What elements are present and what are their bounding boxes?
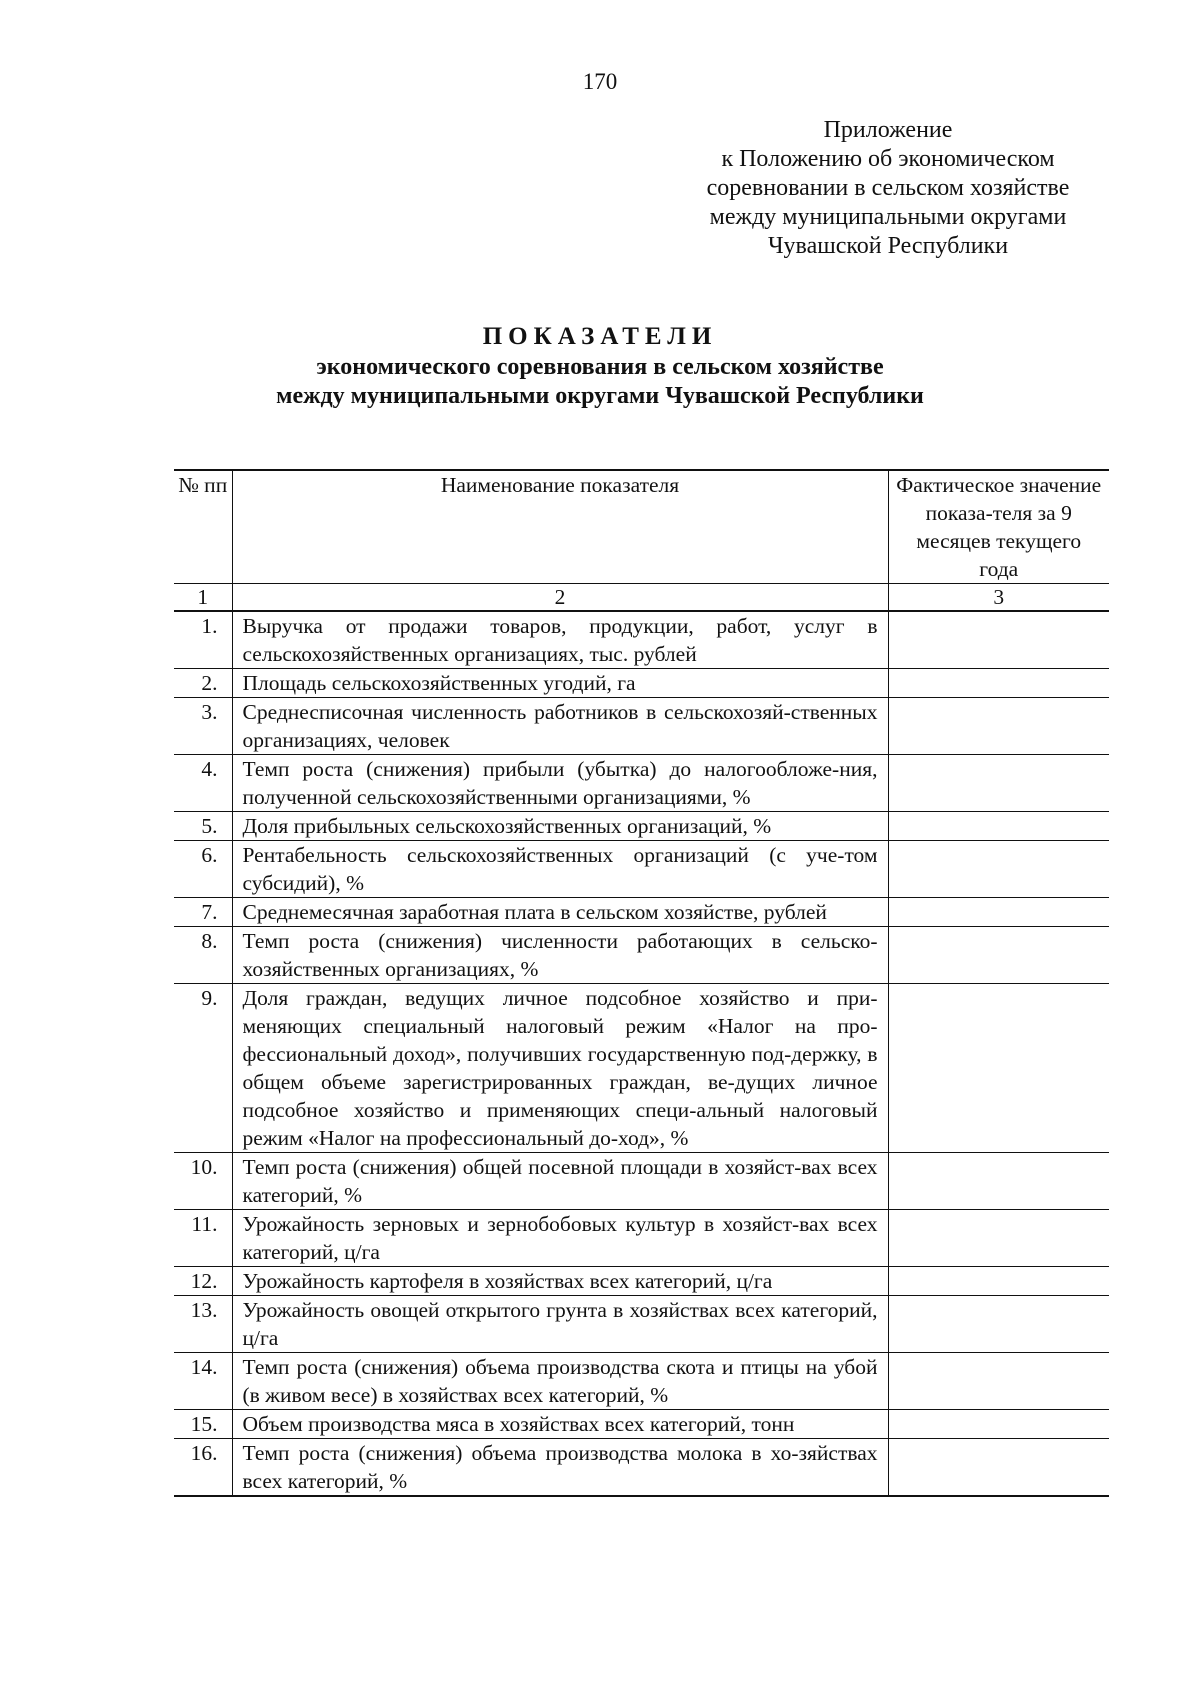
indicator-value xyxy=(888,1210,1109,1267)
row-number: 2. xyxy=(174,669,232,698)
indicator-value xyxy=(888,669,1109,698)
header-name: Наименование показателя xyxy=(232,470,888,584)
table-row xyxy=(174,755,1109,812)
indicator-value xyxy=(888,841,1109,898)
title-main: ПОКАЗАТЕЛИ xyxy=(482,323,718,350)
appendix-line: Приложение xyxy=(823,117,953,143)
table-row xyxy=(174,1439,1109,1497)
table-row xyxy=(174,984,1109,1153)
header-num: № пп xyxy=(174,470,232,584)
indicator-name: Рентабельность сельскохозяйственных организаций (с уче-том субсидий), % xyxy=(232,841,888,898)
indicator-value xyxy=(888,1410,1109,1439)
table-row xyxy=(174,1296,1109,1353)
indicator-name: Объем производства мяса в хозяйствах всех категорий, тонн xyxy=(232,1410,888,1439)
column-number-row xyxy=(174,584,1109,612)
table-row xyxy=(174,812,1109,841)
row-number: 14. xyxy=(174,1353,232,1410)
document-title xyxy=(0,322,1200,411)
table-header-row xyxy=(174,470,1109,584)
indicator-name: Доля граждан, ведущих личное подсобное хозяйство и при-меняющих специальный налоговый режим «Налог на про-фессиональный доход», получивших государственную под-держку, в общем объеме зарегистрированных граждан, ве-дущих личное подсобное хозяйство и применяющих специ-альный налоговый режим «Налог на профессиональный до-ход», % xyxy=(232,984,888,1153)
table-row xyxy=(174,698,1109,755)
indicator-name: Площадь сельскохозяйственных угодий, га xyxy=(232,669,888,698)
indicator-name: Темп роста (снижения) объема производства молока в хо-зяйствах всех категорий, % xyxy=(232,1439,888,1497)
indicator-value xyxy=(888,1267,1109,1296)
page-number: 170 xyxy=(582,69,618,94)
row-number: 13. xyxy=(174,1296,232,1353)
table-row xyxy=(174,1353,1109,1410)
indicator-name: Урожайность овощей открытого грунта в хозяйствах всех категорий, ц/га xyxy=(232,1296,888,1353)
indicator-name: Темп роста (снижения) объема производства скота и птицы на убой (в живом весе) в хозяйствах всех категорий, % xyxy=(232,1353,888,1410)
table-row xyxy=(174,1153,1109,1210)
table-row xyxy=(174,669,1109,698)
table-row xyxy=(174,1410,1109,1439)
column-number: 2 xyxy=(232,584,888,612)
indicator-value xyxy=(888,1353,1109,1410)
indicator-value xyxy=(888,984,1109,1153)
appendix-line: Чувашской Республики xyxy=(767,233,1009,259)
indicator-name: Выручка от продажи товаров, продукции, работ, услуг в сельскохозяйственных организациях, тыс. рублей xyxy=(232,611,888,669)
table-row xyxy=(174,1267,1109,1296)
appendix-header xyxy=(668,116,1108,261)
row-number: 1. xyxy=(174,611,232,669)
row-number: 3. xyxy=(174,698,232,755)
header-value: Фактическое значение показа-теля за 9 месяцев текущего года xyxy=(888,470,1109,584)
row-number: 12. xyxy=(174,1267,232,1296)
row-number: 10. xyxy=(174,1153,232,1210)
indicator-name: Темп роста (снижения) общей посевной площади в хозяйст-вах всех категорий, % xyxy=(232,1153,888,1210)
indicator-value xyxy=(888,1153,1109,1210)
indicator-value xyxy=(888,611,1109,669)
row-number: 7. xyxy=(174,898,232,927)
indicator-name: Среднемесячная заработная плата в сельском хозяйстве, рублей xyxy=(232,898,888,927)
indicator-value xyxy=(888,927,1109,984)
appendix-line: между муниципальными округами xyxy=(709,204,1067,230)
row-number: 11. xyxy=(174,1210,232,1267)
table-row xyxy=(174,927,1109,984)
title-subline: между муниципальными округами Чувашской Республики xyxy=(276,383,924,409)
indicator-name: Доля прибыльных сельскохозяйственных организаций, % xyxy=(232,812,888,841)
indicator-name: Темп роста (снижения) численности работающих в сельско-хозяйственных организациях, % xyxy=(232,927,888,984)
row-number: 4. xyxy=(174,755,232,812)
table-row xyxy=(174,1210,1109,1267)
row-number: 9. xyxy=(174,984,232,1153)
indicator-value xyxy=(888,812,1109,841)
indicator-value xyxy=(888,898,1109,927)
table-row xyxy=(174,841,1109,898)
column-number: 1 xyxy=(174,584,232,612)
column-number: 3 xyxy=(888,584,1109,612)
table-body xyxy=(174,611,1109,1496)
row-number: 15. xyxy=(174,1410,232,1439)
indicator-name: Урожайность зерновых и зернобобовых культур в хозяйст-вах всех категорий, ц/га xyxy=(232,1210,888,1267)
row-number: 5. xyxy=(174,812,232,841)
table-row xyxy=(174,611,1109,669)
indicator-name: Урожайность картофеля в хозяйствах всех категорий, ц/га xyxy=(232,1267,888,1296)
indicator-name: Среднесписочная численность работников в сельскохозяй-ственных организациях, человек xyxy=(232,698,888,755)
appendix-line: соревновании в сельском хозяйстве xyxy=(706,175,1070,201)
table-row xyxy=(174,898,1109,927)
title-subline: экономического соревнования в сельском хозяйстве xyxy=(316,354,884,380)
indicator-value xyxy=(888,698,1109,755)
indicator-value xyxy=(888,755,1109,812)
row-number: 6. xyxy=(174,841,232,898)
appendix-line: к Положению об экономическом xyxy=(721,146,1055,172)
indicator-value xyxy=(888,1296,1109,1353)
indicator-value xyxy=(888,1439,1109,1497)
indicator-name: Темп роста (снижения) прибыли (убытка) до налогообложе-ния, полученной сельскохозяйственными организациями, % xyxy=(232,755,888,812)
indicators-table xyxy=(174,469,1109,1497)
row-number: 16. xyxy=(174,1439,232,1497)
row-number: 8. xyxy=(174,927,232,984)
